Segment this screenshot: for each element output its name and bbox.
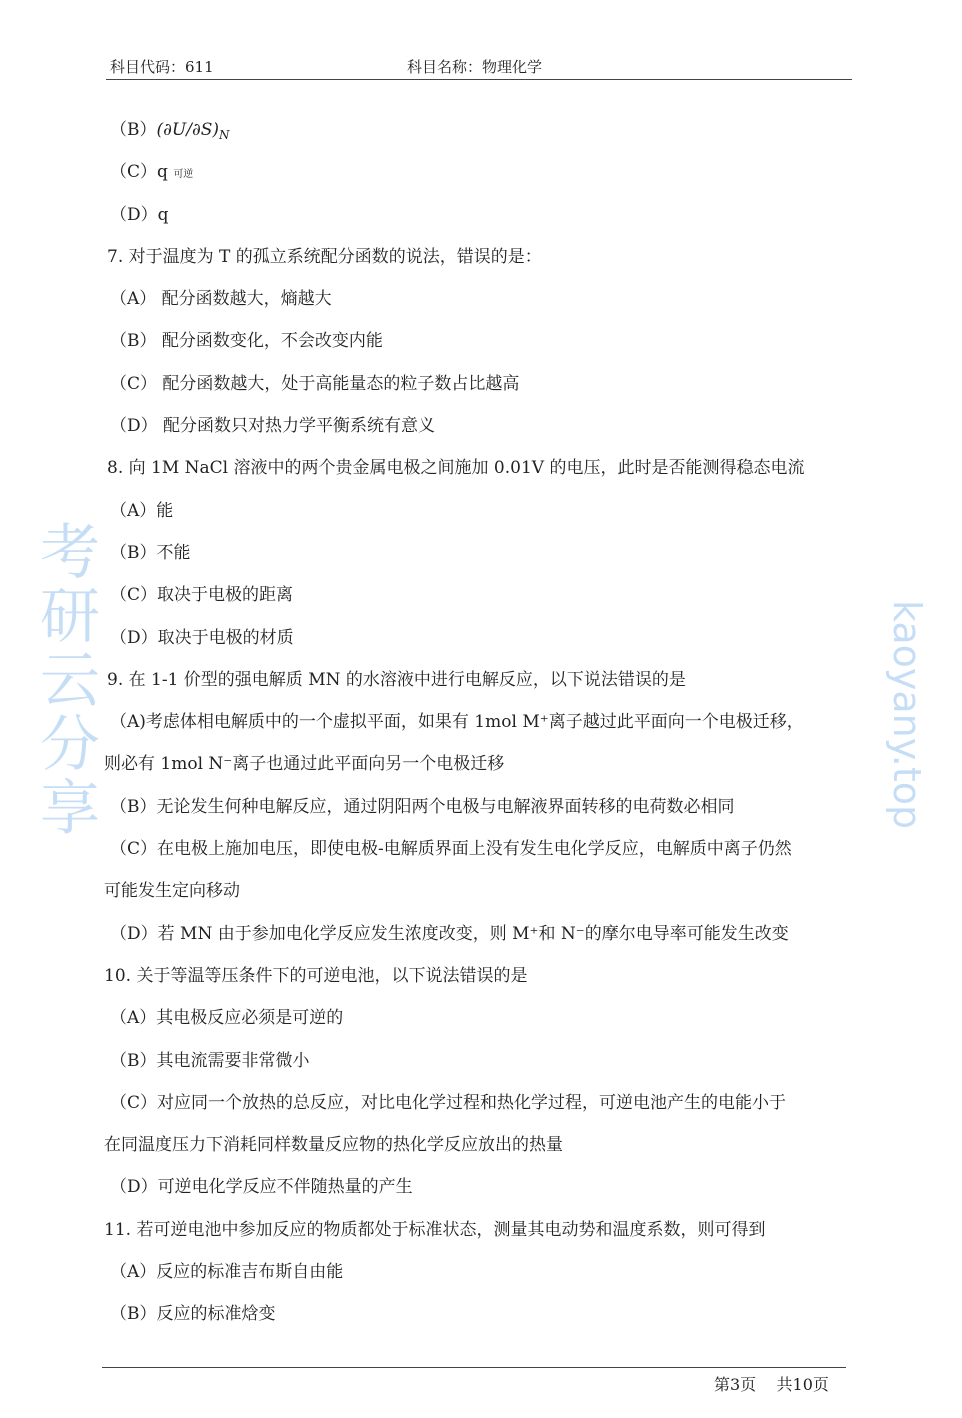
option-9c-cont: 可能发生定向移动	[104, 881, 240, 902]
option-7a: （A） 配分函数越大，熵越大	[110, 289, 332, 310]
option-7d: （D） 配分函数只对热力学平衡系统有意义	[110, 416, 436, 437]
option-8b: （B）不能	[110, 542, 191, 563]
question-body	[104, 112, 864, 1339]
question-10: 10. 关于等温等压条件下的可逆电池，以下说法错误的是	[104, 965, 528, 986]
question-9: 9. 在 1-1 价型的强电解质 MN 的水溶液中进行电解反应，以下说法错误的是	[107, 669, 686, 690]
option-9a-cont: 则必有 1mol N⁻离子也通过此平面向另一个电极迁移	[104, 754, 505, 775]
watermark-cn: 考研云分享	[30, 520, 100, 840]
option-8d: （D）取决于电极的材质	[110, 627, 294, 648]
question-11: 11. 若可逆电池中参加反应的物质都处于标准状态，测量其电动势和温度系数，则可得到	[104, 1219, 766, 1240]
page-footer	[714, 1372, 829, 1395]
option-11a: （A）反应的标准吉布斯自由能	[110, 1262, 344, 1283]
option-7b: （B） 配分函数变化，不会改变内能	[110, 331, 383, 352]
subject-name: 科目名称：物理化学	[407, 58, 543, 76]
option-9a: （A)考虑体相电解质中的一个虚拟平面，如果有 1mol M⁺离子越过此平面向一个电极迁移，	[110, 712, 804, 733]
option-8c: （C）取决于电极的距离	[110, 585, 294, 606]
option-9b: （B）无论发生何种电解反应，通过阴阳两个电极与电解液界面转移的电荷数必相同	[110, 796, 735, 817]
option-9c: （C）在电极上施加电压，即使电极-电解质界面上没有发生电化学反应，电解质中离子仍然	[110, 839, 792, 860]
header-rule	[106, 79, 852, 80]
footer-rule	[102, 1367, 846, 1368]
option-9d: （D）若 MN 由于参加电化学反应发生浓度改变，则 M⁺和 N⁻的摩尔电导率可能发生改变	[110, 923, 789, 944]
subject-code: 科目代码：611	[110, 58, 214, 76]
option-10a: （A）其电极反应必须是可逆的	[110, 1008, 344, 1029]
option-10c-cont: 在同温度压力下消耗同样数量反应物的热化学反应放出的热量	[104, 1135, 563, 1156]
page-number: 第3页	[714, 1375, 757, 1394]
page-total: 共10页	[776, 1375, 829, 1394]
option-10b: （B）其电流需要非常微小	[110, 1050, 310, 1071]
option-6c: （C）q 可逆	[110, 162, 194, 183]
option-6b: $(B)(\partial U/\partial S)_N$	[110, 120, 230, 142]
option-8a: （A）能	[110, 500, 174, 521]
watermark-url: kaoyany.top	[885, 600, 929, 830]
option-11b: （B）反应的标准焓变	[110, 1304, 276, 1325]
option-6d: （D）q	[110, 204, 169, 225]
option-10d: （D）可逆电化学反应不伴随热量的产生	[110, 1177, 413, 1198]
option-10c: （C）对应同一个放热的总反应，对比电化学过程和热化学过程，可逆电池产生的电能小于	[110, 1092, 787, 1113]
question-7: 7. 对于温度为 T 的孤立系统配分函数的说法，错误的是：	[107, 246, 542, 267]
question-8: 8. 向 1M NaCl 溶液中的两个贵金属电极之间施加 0.01V 的电压，此时是否能测得稳态电流	[107, 458, 805, 479]
option-7c: （C） 配分函数越大，处于高能量态的粒子数占比越高	[110, 373, 520, 394]
